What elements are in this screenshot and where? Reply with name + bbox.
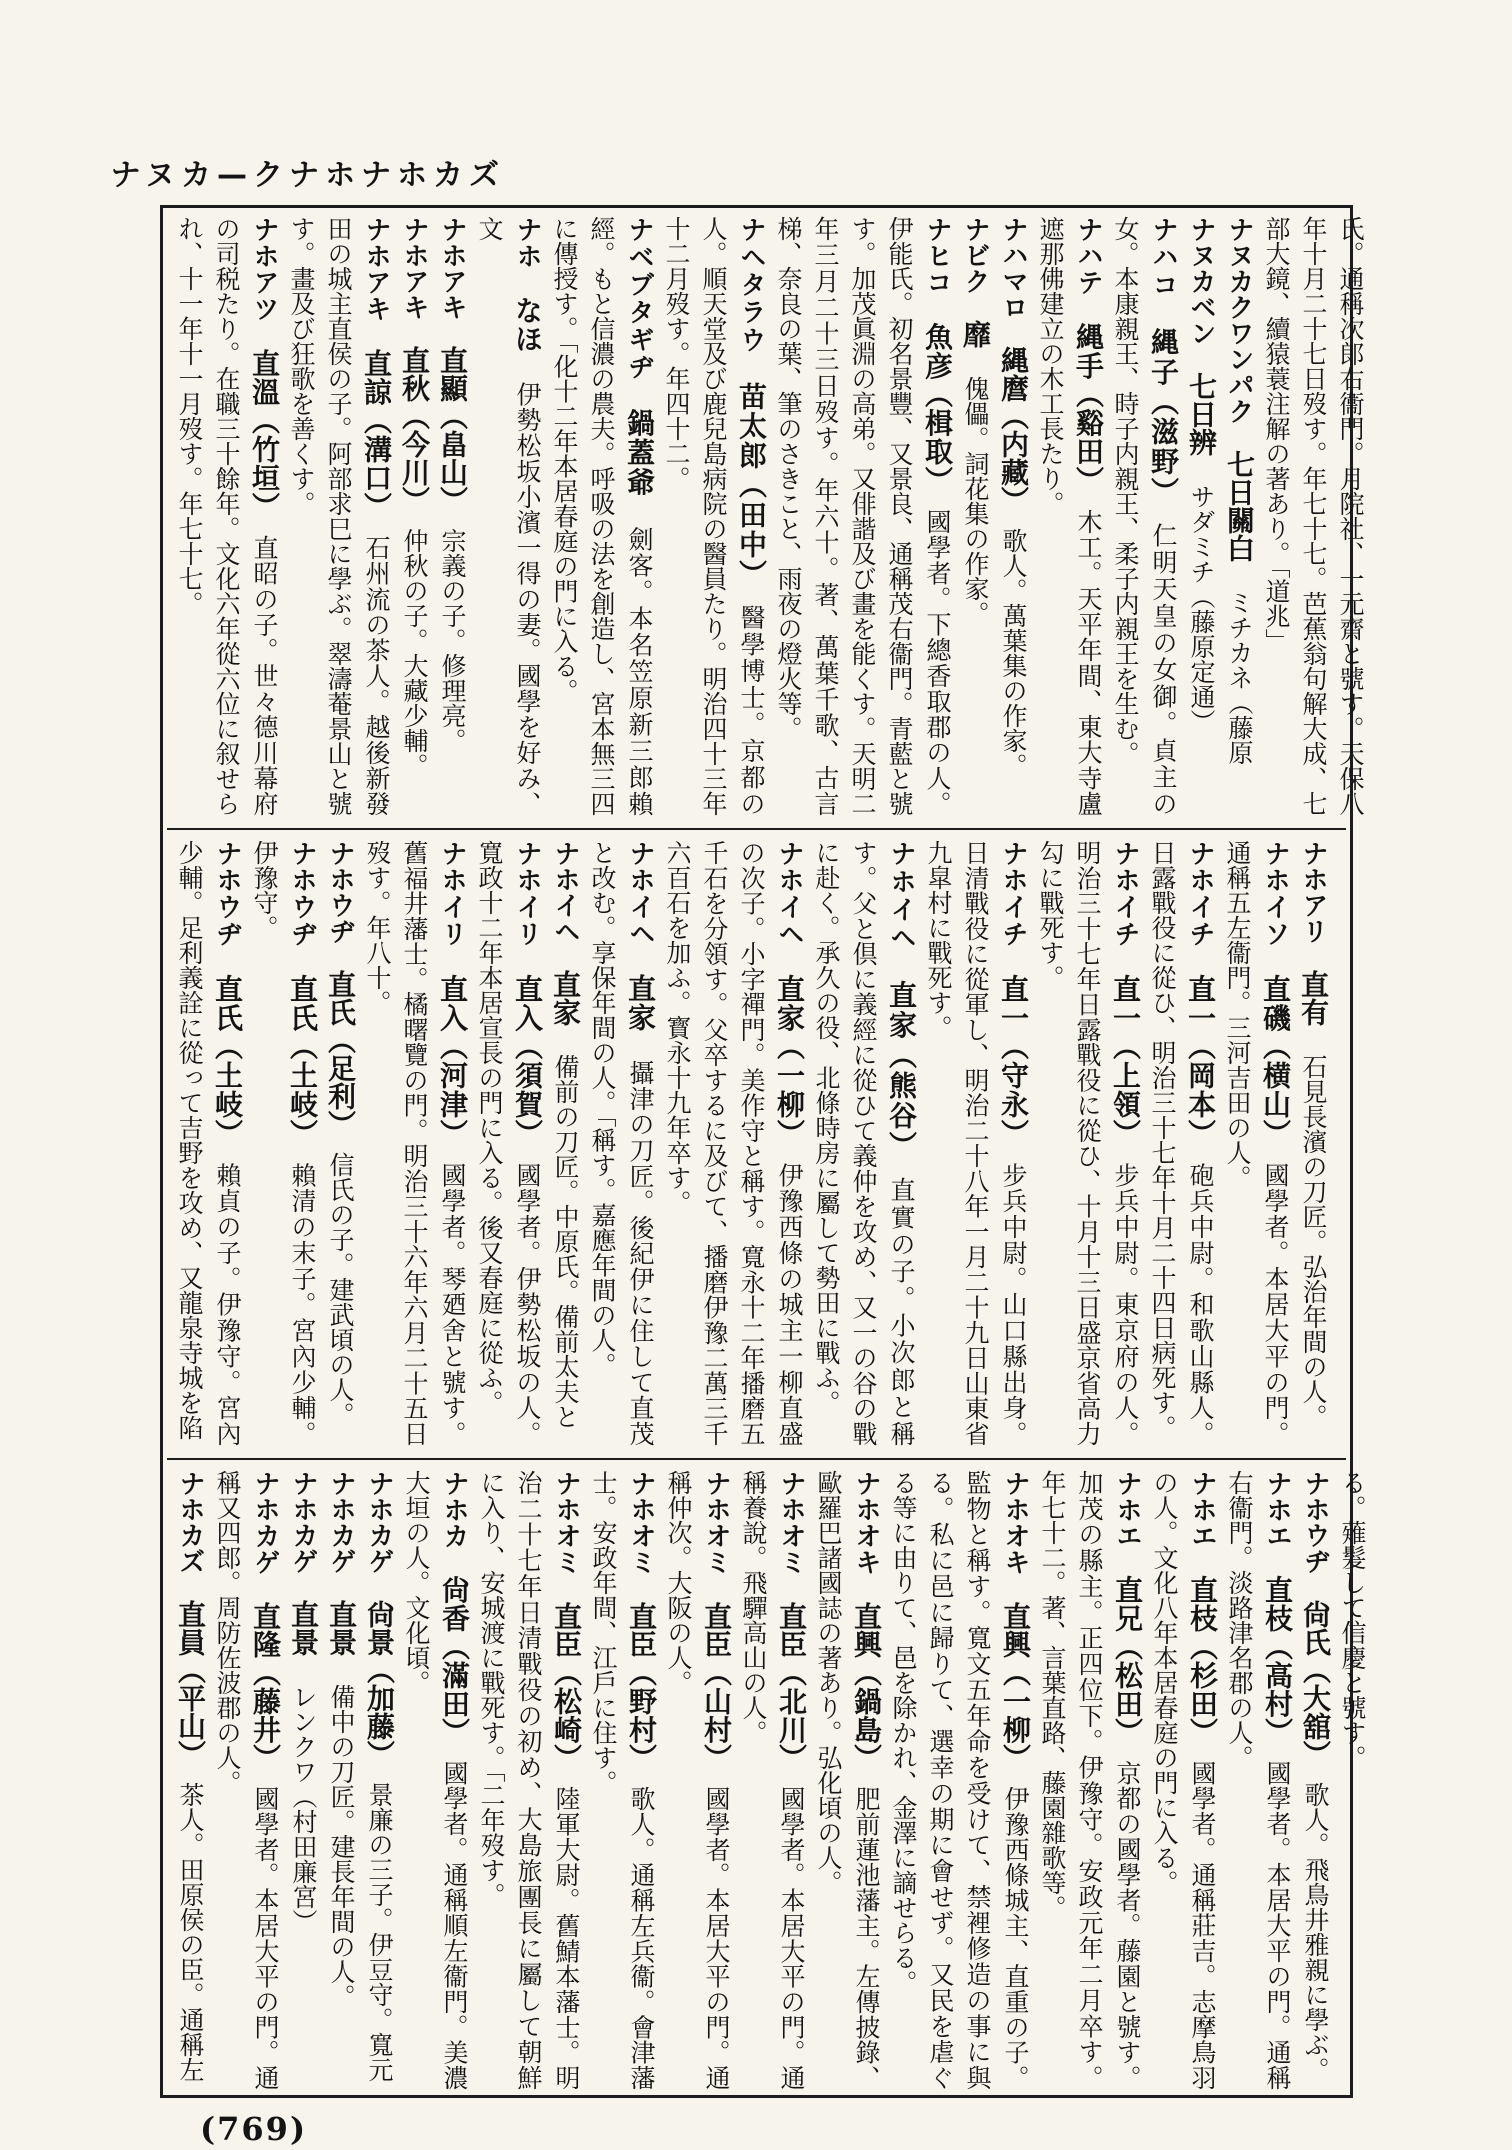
entry-headword-kana: ナハマロ	[998, 216, 1028, 346]
entry-headword-kana: ナホオミ	[551, 1470, 581, 1602]
entry-name: 直臣（北川）	[775, 1601, 808, 1787]
entry-description: 京都の國學者。藤園と號す。加茂の縣主。正四位下。伊豫守。安政元年二月卒す。年七十二。著、言葉直路、藤園雜歌等。	[1038, 1470, 1142, 2091]
dictionary-entry	[994, 216, 1032, 816]
entry-description: 國學者。本居大平の門。通稱五左衞門。三河吉田の人。	[1223, 840, 1290, 1447]
entry-name: 直家	[549, 970, 582, 1054]
entry-description: 傀儡。詞花集の作家。	[961, 376, 990, 626]
entry-name: 直臣（山村）	[700, 1601, 733, 1787]
dictionary-entry	[660, 1470, 735, 2090]
entry-name: 直秋（今川）	[398, 346, 431, 528]
entry-description: 伊豫西條城主、直重の子。監物と稱す。寬文五年命を受けて、禁裡修造の事に與る。私に邑に歸りて、選幸の期に會せず。又民を虐ぐる等に由りて、邑を除かれ、金澤に謫せらる。	[889, 1470, 1030, 2091]
entry-headword-kana: ナホウヂ	[1300, 1470, 1330, 1600]
entry-description: 茶人。田原侯の臣。通稱左	[176, 1782, 205, 2082]
entry-headword-kana: ナホオミ	[626, 1470, 656, 1602]
entry-description: 景廉の三子。伊豆守。寬元	[365, 1782, 394, 2082]
dictionary-entry	[284, 1470, 322, 2090]
entry-name: 直一（岡本）	[1184, 974, 1217, 1163]
entry-name: 魚彦（楫取）	[921, 322, 954, 510]
entry-name: 直諒（溝口）	[360, 348, 393, 536]
entry-name: 直一（上領）	[1109, 974, 1142, 1163]
entry-name: 直興（一柳）	[999, 1601, 1032, 1787]
entry-headword-kana: ナホエ	[1262, 1470, 1292, 1576]
entry-description: 國學者。下總香取郡の人。伊能氏。初名景豐、又景良、通稱茂右衞門。青藍と號す。加茂眞淵の高弟。又俳諧及び畫を能くす。天明二年三月二十三日歿す。年六十。著、萬葉千歌、古言梯、奈良の葉、筆のさきこと、雨夜の燈火等。	[774, 216, 952, 817]
entry-name: 直氏（足利）	[324, 970, 357, 1152]
entry-description: 國學者。本居大平の門。通稱右衞門。淡路津名郡の人。	[1225, 1470, 1292, 2091]
dictionary-entry	[1220, 216, 1258, 816]
entry-description: 肥前蓮池藩主。左傳披錄、歐羅巴諸國誌の著あり。弘化頃の人。	[814, 1470, 881, 2091]
tier-top-columns	[171, 216, 1369, 816]
entry-name: 直臣（野村）	[625, 1601, 658, 1787]
entry-headword-kana: ナホオキ	[1000, 1470, 1030, 1602]
entry-headword-kana: ナホアキ	[399, 216, 429, 346]
entry-name: 直隆（藤井）	[249, 1601, 282, 1787]
entry-headword-kana: ナビク	[960, 216, 990, 320]
entry-description: 國學者。琴廼舍と號す。舊福井藩士。橘曙覽の門。明治三十六年六月二十五日歿す。年八十。	[363, 840, 467, 1447]
entry-name: 尙氏（大舘）	[1299, 1600, 1332, 1782]
dictionary-entry	[770, 216, 956, 816]
dictionary-entry	[1296, 1470, 1334, 2090]
entry-description: 國學者。通稱莊吉。志摩鳥羽の人。文化八年本居春庭の門に入る。	[1150, 1470, 1217, 2091]
entry-description: 國學者。通稱順左衞門。美濃大垣の人。文化頃。	[402, 1470, 469, 2091]
entry-headword-kana: ナヌカクワンパク	[1224, 216, 1254, 450]
entry-name: 直氏（土岐）	[211, 974, 244, 1163]
dictionary-entry	[395, 216, 433, 816]
entry-headword-kana: ナハコ	[1148, 216, 1178, 328]
dictionary-entry	[546, 840, 584, 1446]
entry-description: 國學者。伊勢松坂の人。寬政十二年本居宣長の門に入る。後又春庭に從ふ。	[475, 840, 542, 1447]
entry-description: 仲秋の子。大藏少輔。	[400, 528, 429, 778]
dictionary-frame	[160, 205, 1367, 2098]
entry-headword-kana: ナホカゲ	[250, 1470, 280, 1602]
entry-description: 木工。天平年間、東大寺盧遮那佛建立の木工長たり。	[1036, 216, 1103, 817]
entry-name: 直一（守永）	[997, 974, 1030, 1163]
entry-headword-kana: ナホオミ	[776, 1470, 806, 1602]
dictionary-entry	[473, 1470, 585, 2090]
dictionary-entry	[471, 216, 546, 816]
entry-name: 苗太郎（田中）	[735, 381, 768, 605]
entry-headword-kana: ナホカ	[439, 1470, 469, 1576]
entry-description: 陸軍大尉。舊鯖本藩士。明治二十七年日清戰役の初め、大島旅團長に屬して朝鮮に入り、安城渡に戰死す。「二年歿す。	[477, 1470, 581, 2091]
entry-name: なほ	[511, 295, 544, 382]
entry-name: 尙景（加藤）	[363, 1600, 396, 1782]
entry-name: 直景	[287, 1600, 320, 1684]
entry-description: 信氏の子。建武頃の人。	[326, 1152, 355, 1427]
entry-headword-kana: ナホエ	[1112, 1470, 1142, 1576]
entry-name: 直入（河津）	[436, 974, 469, 1163]
dictionary-entry	[1334, 1470, 1371, 2090]
entry-name: 直家（熊谷）	[885, 980, 918, 1178]
entry-headword-kana: ナヒコ	[922, 216, 952, 323]
entry-name: 鍋蓋爺	[623, 408, 656, 527]
entry-name: 縄手（谿田）	[1072, 322, 1105, 510]
entry-description: 賴清の末子。宮內少輔。伊豫守。	[250, 840, 317, 1447]
dictionary-entry	[283, 216, 395, 816]
entry-headword-kana: ナホイリ	[512, 840, 542, 975]
dictionary-entry	[359, 840, 471, 1446]
entry-description: 國學者。本居大平の門。通稱仲次。大阪の人。	[664, 1470, 731, 2091]
entry-headword-kana: ナホアキ	[361, 216, 391, 349]
entry-description: ミチカネ（藤原	[1225, 590, 1254, 765]
entry-headword-kana: ナホカゲ	[364, 1470, 394, 1600]
tier-middle	[171, 840, 1342, 1446]
entry-headword-kana: ナホカゲ	[326, 1470, 356, 1600]
dictionary-entry	[1032, 840, 1144, 1446]
entry-name: 直家	[624, 973, 657, 1061]
entry-headword-kana: ナホエ	[1187, 1470, 1217, 1576]
entry-headword-kana: ナホイチ	[1185, 840, 1215, 975]
dictionary-entry	[322, 1470, 360, 2090]
dictionary-entry	[1294, 840, 1332, 1446]
dictionary-entry	[171, 1470, 209, 2090]
tier-divider-1	[167, 828, 1346, 830]
entry-headword-kana: ナホイヘ	[774, 840, 804, 975]
entry-name: 七日關白	[1223, 450, 1256, 590]
entry-name: 直氏（土岐）	[286, 974, 319, 1163]
entry-name: 尙香（滿田）	[438, 1575, 471, 1761]
dictionary-entry	[585, 1470, 660, 2090]
dictionary-entry	[1219, 840, 1294, 1446]
entry-description: 伊勢松坂小濱一得の妻。國學を好み、文	[475, 216, 542, 817]
entry-headword-kana: ナヘタラウ	[736, 216, 766, 382]
entry-headword-kana: ナホイヘ	[625, 840, 655, 974]
entry-description: 直實の子。小次郎と稱す。父と倶に義經に從ひて義仲を攻め、又一の谷の戰に赴く。承久の役、北條時房に屬して勢田に戰ふ。	[812, 840, 916, 1447]
entry-description: 備前の刀匠。中原氏。備前太夫と	[551, 1054, 580, 1429]
entry-name: 直顯（畠山）	[436, 346, 469, 528]
entry-description: 攝津の刀匠。後紀伊に住して直茂と改む。享保年間の人。「稱す。嘉應年間の人。	[588, 840, 655, 1447]
entry-name: 直磯（横山）	[1259, 974, 1292, 1163]
entry-description: 備中の刀匠。建長年間の人。	[327, 1684, 356, 2009]
entry-description: 伊豫西條の城主一柳直盛の次子。小字禪門。美作守と稱す。寬永十二年播磨五千石を分領す。父卒するに及びて、播磨伊豫二萬三千六百石を加ふ。寳永十九年卒す。	[663, 840, 804, 1447]
dictionary-entry	[398, 1470, 473, 2090]
dictionary-entry	[1107, 216, 1182, 816]
entry-description: 醫學博士。京都の人。順天堂及び鹿兒島病院の醫員たり。明治四十三年十二月歿す。年四十二。	[662, 216, 766, 817]
entry-name: 直溫（竹垣）	[248, 348, 281, 536]
entry-name: 直臣（松崎）	[550, 1601, 583, 1787]
entry-description: る。薙髮して信慶と號す。	[1338, 1470, 1367, 1770]
entry-headword-kana: ナホオキ	[851, 1470, 881, 1602]
entry-name: 直入（須賀）	[511, 974, 544, 1163]
dictionary-entry	[209, 1470, 284, 2090]
entry-description: レンクワ（村田廉宮）	[289, 1684, 318, 1934]
entry-description: 歌人。飛鳥井雅親に學ぶ。	[1301, 1782, 1330, 2082]
entry-description: 賴貞の子。伊豫守。宮內少輔。足利義詮に從って吉野を攻め、又龍泉寺城を陷	[175, 840, 242, 1447]
page-header: ナヌカ—クナホナホカズ	[110, 158, 505, 193]
dictionary-entry	[546, 216, 658, 816]
entry-headword-kana: ナヌカベン	[1186, 216, 1216, 372]
dictionary-entry	[171, 216, 283, 816]
entry-description: サダミチ（藤原定通）	[1187, 484, 1216, 734]
dictionary-entry	[658, 216, 770, 816]
entry-name: 靡	[959, 320, 992, 376]
entry-description: 步兵中尉。山口縣出身。日清戰役に從軍し、明治二十八年一月二十九日山東省九皐村に戰死す。	[924, 840, 1028, 1447]
dictionary-entry	[1032, 216, 1107, 816]
dictionary-entry	[810, 1470, 885, 2090]
entry-name: 直興（鍋島）	[850, 1601, 883, 1787]
entry-description: 劍客。本名笠原新三郎賴經。もと信濃の農夫。呼吸の法を創造し、宮本無三四に傳授す。「化十二年本居春庭の門に入る。	[550, 216, 654, 817]
tier-bottom	[171, 1470, 1367, 2091]
tier-middle-columns	[171, 840, 1332, 1446]
tier-top	[171, 216, 1365, 817]
entry-description: 宗義の子。修理亮。	[438, 528, 467, 753]
dictionary-entry	[920, 840, 1032, 1446]
entry-name: 直枝（杉田）	[1186, 1575, 1219, 1761]
dictionary-entry	[1182, 216, 1220, 816]
entry-headword-kana: ナベブタギヂ	[624, 216, 654, 409]
entry-description: 氏。通稱次郎右衞門。月院社、一元齋と號す。天保八年十月二十七日歿す。年七十七。芭蕉翁句解大成、七部大鏡、續猿蓑注解の著あり。「道兆」	[1262, 216, 1365, 816]
entry-name: 直員（平山）	[174, 1600, 207, 1782]
dictionary-entry	[584, 840, 659, 1446]
entry-description: 歌人。通稱左兵衞。會津藩士。安政年間、江戶に住す。	[589, 1470, 656, 2091]
dictionary-entry	[246, 840, 321, 1446]
dictionary-entry	[471, 840, 546, 1446]
dictionary-entry	[1034, 1470, 1146, 2090]
entry-headword-kana: ナホ	[512, 216, 542, 296]
entry-headword-kana: ナホイチ	[998, 840, 1028, 975]
dictionary-entry	[1258, 216, 1369, 816]
entry-headword-kana: ナホイチ	[1110, 840, 1140, 975]
entry-headword-kana: ナホイソ	[1260, 840, 1290, 975]
entry-name: 直有	[1297, 970, 1330, 1054]
entry-name: 直枝（高村）	[1261, 1575, 1294, 1761]
dictionary-entry	[433, 216, 471, 816]
entry-description: 步兵中尉。東京府の人。明治三十七年日露戰役に從ひ、十月十三日盛京省高力勾に戰死す。	[1036, 840, 1140, 1447]
entry-description: 國學者。本居大平の門。通稱養說。飛驒高山の人。	[739, 1470, 806, 2091]
dictionary-entry	[1221, 1470, 1296, 2090]
entry-headword-kana: ナホオミ	[701, 1470, 731, 1602]
entry-description: 國學者。本居大平の門。通稱又四郎。周防佐波郡の人。	[213, 1470, 280, 2091]
entry-headword-kana: ナホアキ	[437, 216, 467, 346]
entry-headword-kana: ナハテ	[1073, 216, 1103, 323]
dictionary-entry	[735, 1470, 810, 2090]
dictionary-entry	[885, 1470, 1034, 2090]
entry-headword-kana: ナホアツ	[249, 216, 279, 349]
dictionary-entry	[360, 1470, 398, 2090]
entry-name: 七日辨	[1185, 372, 1218, 484]
entry-headword-kana: ナホウヂ	[325, 840, 355, 970]
entry-name: 縄子（滋野）	[1147, 327, 1180, 523]
dictionary-entry	[1144, 840, 1219, 1446]
dictionary-entry	[956, 216, 994, 816]
dictionary-entry	[321, 840, 359, 1446]
entry-description: 直昭の子。世々德川幕府の司税たり。在職三十餘年。文化六年從六位に叙せられ、十一年十一月歿す。年七十七。	[175, 216, 279, 817]
entry-name: 縄麿（内藏）	[997, 346, 1030, 528]
entry-name: 直景	[325, 1600, 358, 1684]
entry-headword-kana: ナホイヘ	[886, 840, 916, 981]
dictionary-entry	[808, 840, 920, 1446]
entry-headword-kana: ナホイヘ	[550, 840, 580, 970]
dictionary-entry	[171, 840, 246, 1446]
entry-headword-kana: ナホカズ	[175, 1470, 205, 1600]
page-number: (769)	[200, 2110, 308, 2148]
entry-description: 仁明天皇の女御。貞主の女。本康親王、時子内親王、柔子内親王を生む。	[1111, 216, 1178, 817]
tier-bottom-columns	[171, 1470, 1371, 2090]
entry-headword-kana: ナホアリ	[1298, 840, 1328, 970]
entry-headword-kana: ナホウヂ	[212, 840, 242, 975]
dictionary-entry	[659, 840, 808, 1446]
entry-name: 直兄（松田）	[1111, 1575, 1144, 1761]
tier-divider-2	[167, 1458, 1346, 1460]
entry-description: 石州流の茶人。越後新發田の城主直侯の子。阿部求巳に學ぶ。翠濤菴景山と號す。畫及び狂歌を善くす。	[287, 216, 391, 817]
entry-headword-kana: ナホイリ	[437, 840, 467, 975]
entry-description: 歌人。萬葉集の作家。	[999, 528, 1028, 778]
dictionary-entry	[1146, 1470, 1221, 2090]
entry-headword-kana: ナホカゲ	[288, 1470, 318, 1600]
entry-name: 直家（一柳）	[773, 974, 806, 1163]
entry-headword-kana: ナホウヂ	[287, 840, 317, 975]
entry-description: 砲兵中尉。和歌山縣人。日露戰役に從ひ、明治三十七年十月二十四日病死す。	[1148, 840, 1215, 1447]
entry-description: 石見長濱の刀匠。弘治年間の人。	[1299, 1054, 1328, 1429]
